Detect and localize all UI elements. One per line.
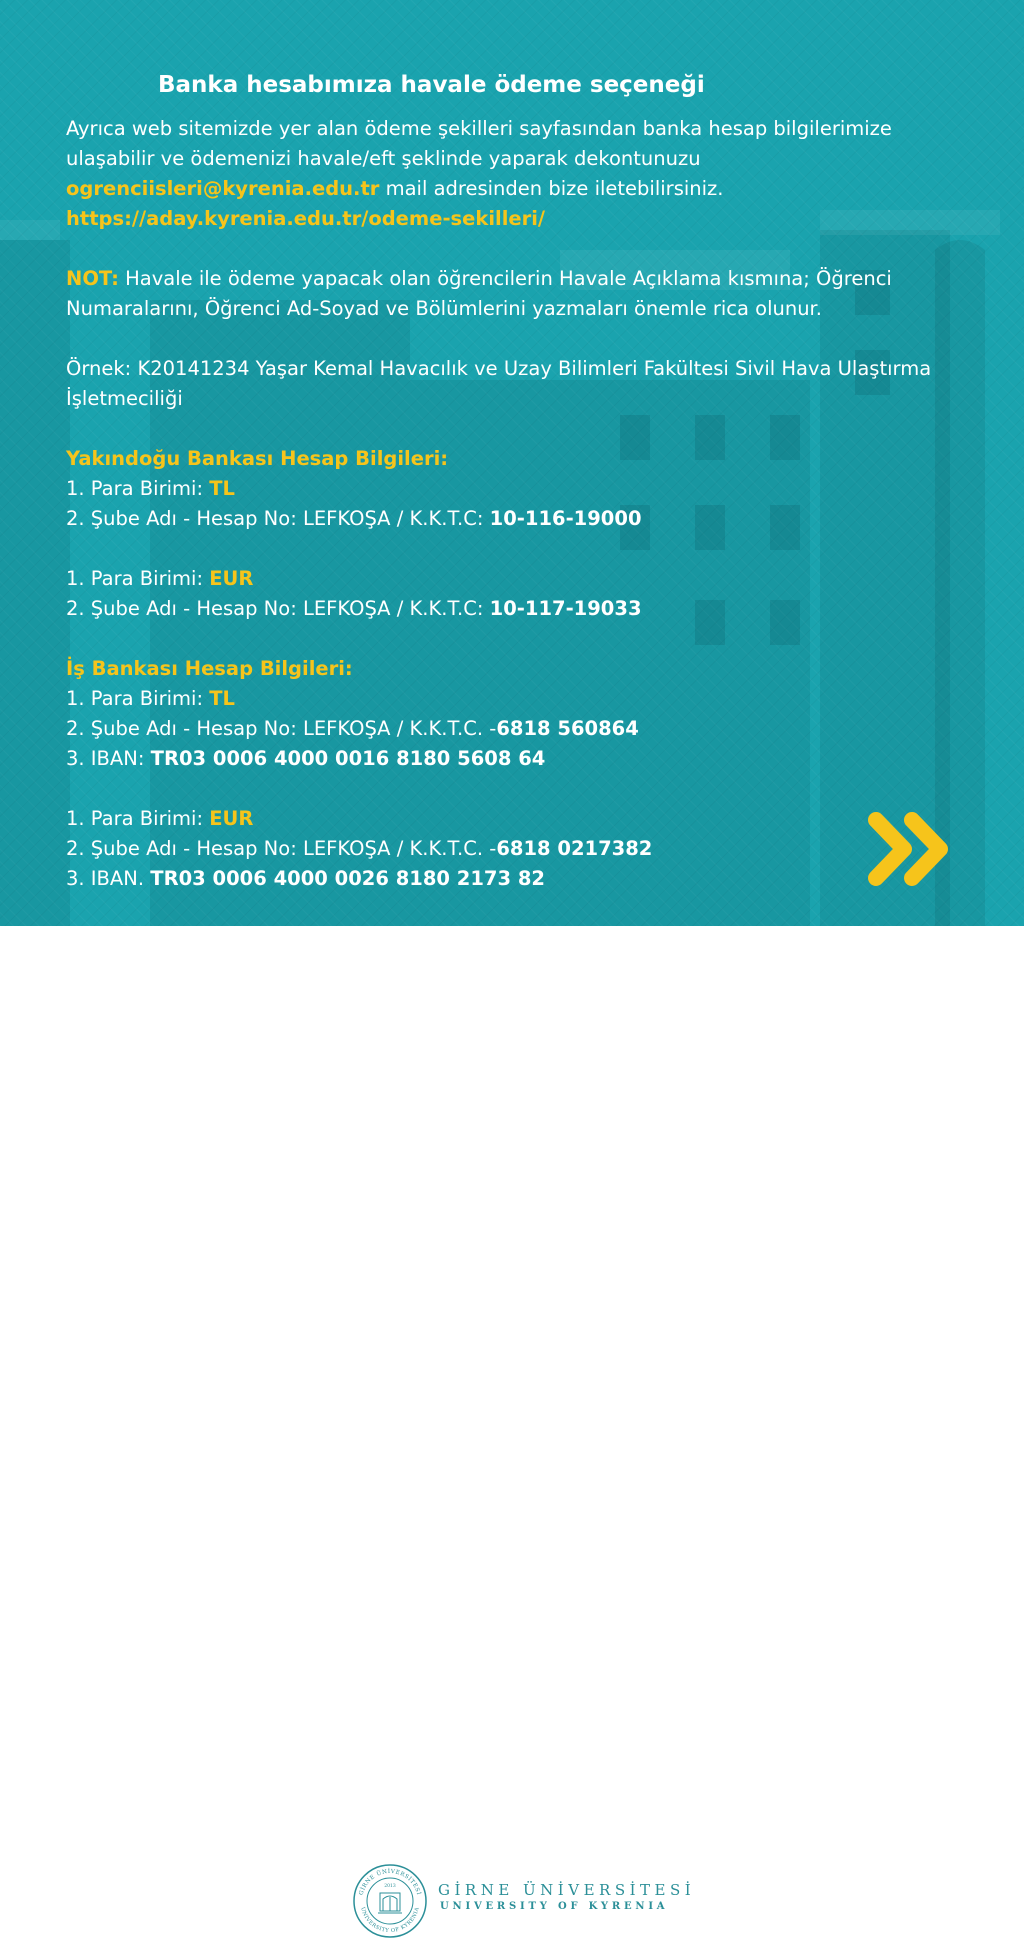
iban-label: 3. IBAN:	[66, 747, 151, 770]
note-label: NOT:	[66, 267, 119, 290]
isbank-heading: İş Bankası Hesap Bilgileri:	[66, 657, 353, 680]
svg-text:2013: 2013	[384, 1884, 396, 1889]
isbank-eur-currency	[66, 804, 966, 834]
currency-value: TL	[209, 477, 235, 500]
payment-methods-link[interactable]: https://aday.kyrenia.edu.tr/odeme-sekilleri/	[66, 207, 546, 230]
intro-paragraph	[66, 114, 966, 234]
currency-value: TL	[209, 687, 235, 710]
currency-label: 1. Para Birimi:	[66, 477, 210, 500]
content-panel	[0, 0, 1024, 926]
university-seal-icon	[352, 1863, 428, 1939]
currency-label: 1. Para Birimi:	[66, 807, 210, 830]
currency-value: EUR	[209, 567, 254, 590]
yakindogu-heading: Yakındoğu Bankası Hesap Bilgileri:	[66, 447, 449, 470]
iban-label: 3. IBAN.	[66, 867, 151, 890]
account-number: 6818 560864	[496, 717, 639, 740]
account-number: 10-116-19000	[489, 507, 642, 530]
intro-text: Ayrıca web sitemizde yer alan ödeme şekilleri sayfasından banka hesap bilgilerimize ulaşabilir ve ödemenizi havale/eft şeklinde yaparak dekontunuzu	[66, 117, 892, 170]
example-paragraph: Örnek: K20141234 Yaşar Kemal Havacılık ve Uzay Bilimleri Fakültesi Sivil Hava Ulaştırma İşletmeciliği	[66, 357, 932, 410]
svg-text:UNIVERSITY OF KYRENIA: UNIVERSITY OF KYRENIA	[359, 1906, 421, 1935]
page-title: Banka hesabımıza havale ödeme seçeneği	[158, 72, 705, 98]
iban-value: TR03 0006 4000 0026 8180 2173 82	[150, 867, 545, 890]
branch-label: 2. Şube Adı - Hesap No: LEFKOŞA / K.K.T.C:	[66, 507, 490, 530]
iban-value: TR03 0006 4000 0016 8180 5608 64	[150, 747, 546, 770]
note-paragraph	[66, 264, 966, 324]
intro-text-2: mail adresinden bize iletebilirsiniz.	[379, 177, 724, 200]
footer	[0, 926, 1024, 1935]
isbank-tl-currency	[66, 684, 966, 714]
university-name-tr: GİRNE ÜNİVERSİTESİ	[438, 1881, 696, 1899]
isbank-eur-iban	[66, 864, 966, 894]
yakindogu-eur-account	[66, 594, 966, 624]
branch-label: 2. Şube Adı - Hesap No: LEFKOŞA / K.K.T.C. -	[66, 837, 497, 860]
note-text: Havale ile ödeme yapacak olan öğrencilerin Havale Açıklama kısmına; Öğrenci Numaralarını, Öğrenci Ad-Soyad ve Bölümlerini yazmaları önemle rica olunur.	[66, 267, 892, 320]
isbank-tl-iban	[66, 744, 966, 774]
yakindogu-tl-account	[66, 504, 966, 534]
branch-label: 2. Şube Adı - Hesap No: LEFKOŞA / K.K.T.C:	[66, 597, 490, 620]
yakindogu-eur-currency	[66, 564, 966, 594]
account-number: 10-117-19033	[489, 597, 642, 620]
currency-label: 1. Para Birimi:	[66, 687, 210, 710]
isbank-tl-account	[66, 714, 966, 744]
currency-value: EUR	[209, 807, 254, 830]
branch-label: 2. Şube Adı - Hesap No: LEFKOŞA / K.K.T.C. -	[66, 717, 497, 740]
university-name	[438, 1880, 695, 1914]
isbank-eur-account	[66, 834, 966, 864]
announcement	[66, 68, 966, 894]
account-number: 6818 0217382	[496, 837, 653, 860]
svg-text:GİRNE ÜNİVERSİTESİ: GİRNE ÜNİVERSİTESİ	[358, 1868, 422, 1896]
email-link[interactable]: ogrenciisleri@kyrenia.edu.tr	[66, 177, 380, 200]
university-name-en: UNIVERSITY OF KYRENIA	[440, 1901, 669, 1912]
currency-label: 1. Para Birimi:	[66, 567, 210, 590]
yakindogu-tl-currency	[66, 474, 966, 504]
double-chevron-right-icon	[866, 808, 952, 890]
